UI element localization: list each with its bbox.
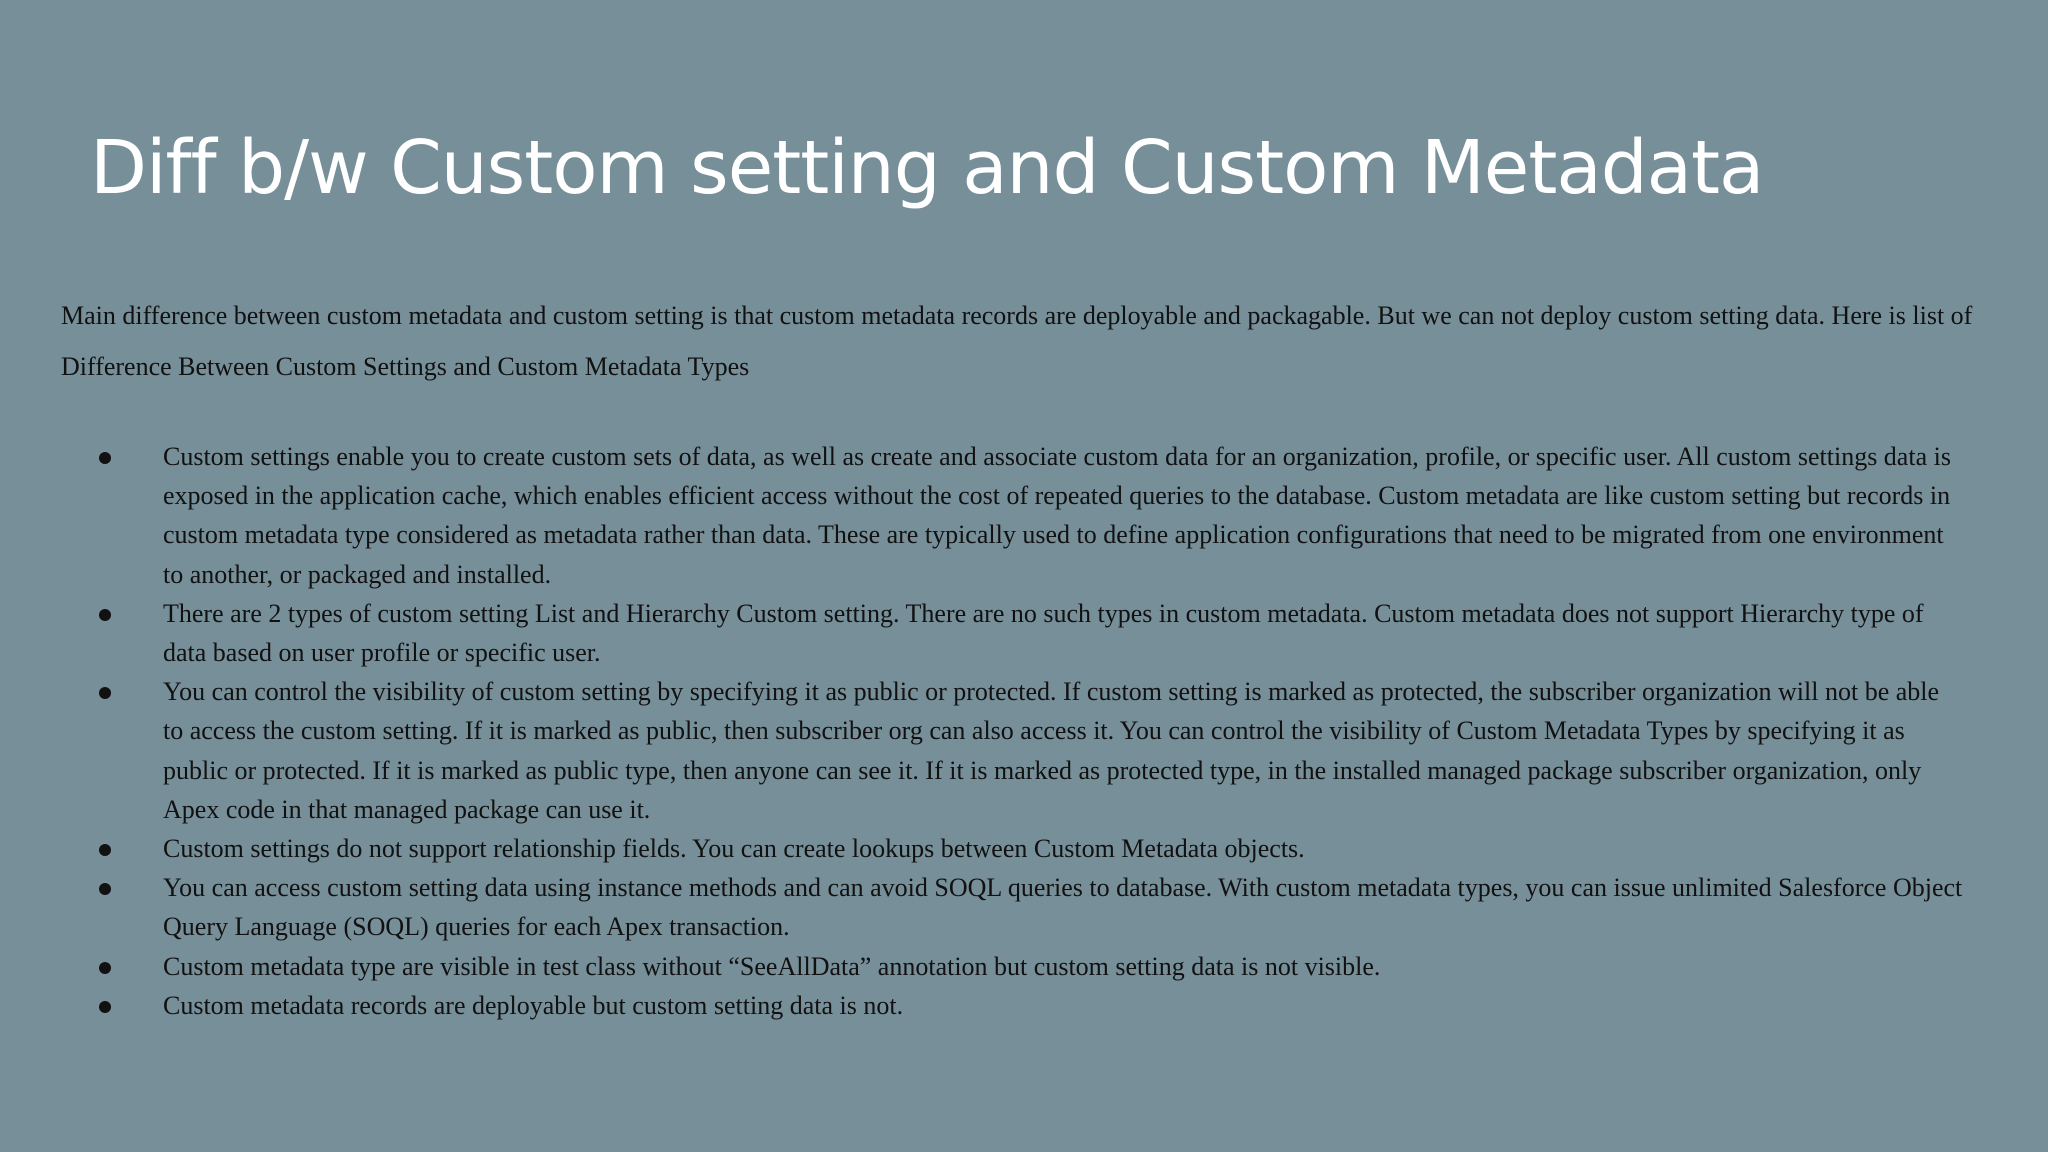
bullet-dot-icon (99, 962, 111, 974)
bullet-text: Custom settings enable you to create custom sets of data, as well as create and associate custom data for an organization, profile, or specific user. All custom settings data is exposed in the application cache, which enables efficient access without the cost of repeated queries to the database. Custom metadata are like custom setting but records in custom metadata type considered as metadata rather than data. These are typically used to define application configurations that need to be migrated from one environment to another, or packaged and installed. (163, 442, 1951, 589)
bullet-item (0, 986, 1963, 1025)
bullet-dot-icon (99, 452, 111, 464)
bullet-dot-icon (99, 609, 111, 621)
bullet-text: Custom metadata type are visible in test class without “SeeAllData” annotation but custom setting data is not visible. (163, 951, 1381, 981)
bullet-dot-icon (99, 687, 111, 699)
bullet-text: Custom settings do not support relationship fields. You can create lookups between Custom Metadata objects. (163, 834, 1305, 864)
bullet-text: Custom metadata records are deployable but custom setting data is not. (163, 990, 904, 1020)
bullet-text: There are 2 types of custom setting List and Hierarchy Custom setting. There are no such types in custom metadata. Custom metadata does not support Hierarchy type of data based on user profile or specific user. (163, 598, 1924, 668)
bullet-item (0, 829, 1963, 868)
bullet-item (0, 437, 1963, 594)
bullet-dot-icon (99, 844, 111, 856)
slide-title: Diff b/w Custom setting and Custom Metadata (90, 125, 1764, 211)
bullet-item (0, 672, 1963, 829)
bullet-text: You can control the visibility of custom setting by specifying it as public or protected. If custom setting is marked as protected, the subscriber organization will not be able to access the custom setting. If it is marked as public, then subscriber org can also access it. You can control the visibility of Custom Metadata Types by specifying it as public or protected. If it is marked as public type, then anyone can see it. If it is marked as protected type, in the installed managed package subscriber organization, only Apex code in that managed package can use it. (163, 677, 1940, 824)
bullet-text: You can access custom setting data using instance methods and can avoid SOQL queries to database. With custom metadata types, you can issue unlimited Salesforce Object Query Language (SOQL) queries for each Apex transaction. (163, 873, 1963, 942)
bullet-item (0, 947, 1963, 986)
bullet-dot-icon (99, 1001, 111, 1013)
bullet-dot-icon (99, 883, 111, 895)
intro-paragraph: Main difference between custom metadata and custom setting is that custom metadata records are deployable and packagable. But we can not deploy custom setting data. Here is list of Difference Between Custom Settings and Custom Metadata Types (61, 301, 1973, 381)
bullet-item (0, 868, 1963, 946)
bullet-item (0, 594, 1963, 672)
bullet-list (0, 437, 2048, 1025)
